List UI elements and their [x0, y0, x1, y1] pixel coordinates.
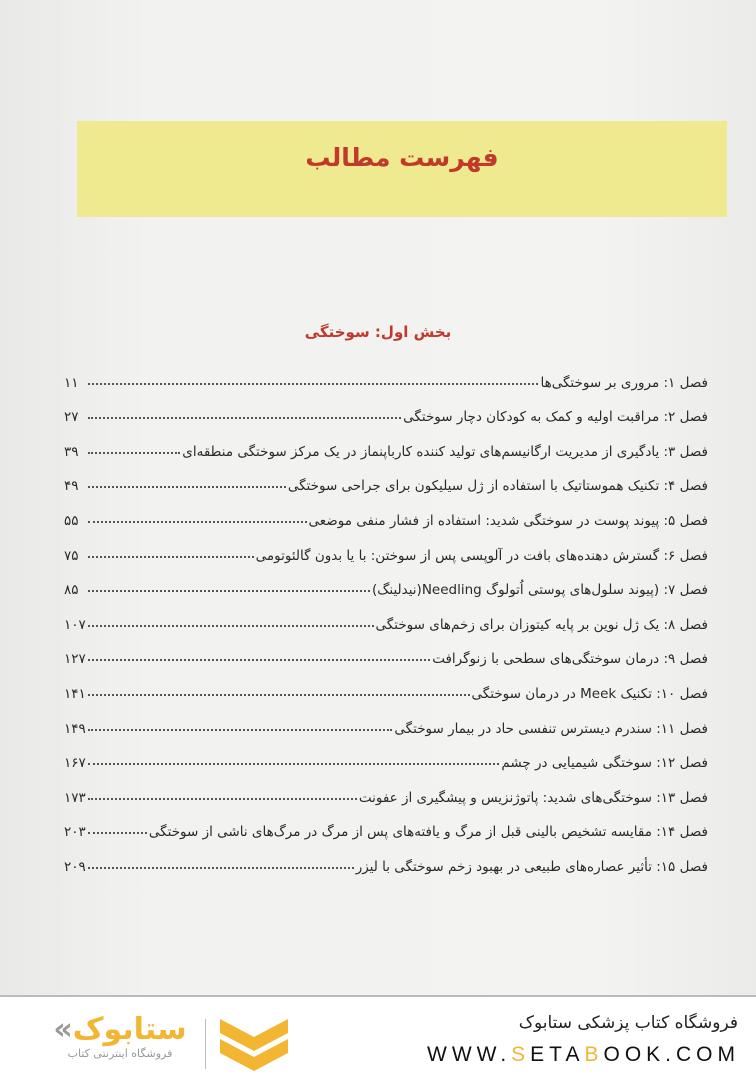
toc-entry-title: فصل ۱۰: تکنیک Meek در درمان سوختگی — [471, 685, 708, 702]
toc-entry-page: ۵۵ — [64, 512, 79, 529]
toc-entry-title: فصل ۱۲: سوختگی شیمیایی در چشم — [501, 755, 708, 772]
toc-entry-title: فصل ۸: یک ژل نوین بر پایه کیتوزان برای زخم‌های سوختگی — [375, 616, 708, 633]
toc-entry — [64, 598, 708, 633]
dot-leader — [88, 521, 307, 523]
toc-entry-title: فصل ۱۴: مقایسه تشخیص بالینی قبل از مرگ و یافته‌های پس از مرگ در مرگ‌های ناشی از سوختگی — [148, 824, 708, 841]
toc-entry-title: فصل ۱۱: سندرم دیسترس تنفسی حاد در بیمار سوختگی — [394, 720, 708, 737]
toc-entry-page: ۱۶۷ — [64, 755, 86, 772]
toc-entry — [64, 425, 708, 460]
dot-leader — [88, 867, 354, 869]
dot-leader — [88, 556, 254, 558]
toc-entry — [64, 391, 708, 426]
dot-leader — [88, 832, 147, 834]
dot-leader — [88, 659, 430, 661]
dot-leader — [88, 694, 470, 696]
toc-entry-page: ۳۹ — [64, 443, 79, 460]
page-title: فهرست مطالب — [305, 143, 499, 172]
toc-entry — [64, 667, 708, 702]
dot-leader — [88, 625, 374, 627]
toc-entry-title: فصل ۱: مروری بر سوختگی‌ها — [540, 374, 708, 391]
dot-leader — [88, 486, 286, 488]
dot-leader — [88, 452, 180, 454]
toc-entry — [64, 806, 708, 841]
toc-entry-page: ۲۰۳ — [64, 824, 86, 841]
footer-banner — [0, 995, 756, 1082]
dot-leader — [88, 590, 370, 592]
toc-entry-page: ۴۹ — [64, 478, 79, 495]
toc-entry-page: ۱۴۱ — [64, 685, 86, 702]
toc-entry-title: فصل ۳: یادگیری از مدیریت ارگانیسم‌های تولید کننده کارباپنماز در یک مرکز سوختگی منطقه‌ای — [182, 443, 708, 460]
toc-entry-page: ۸۵ — [64, 582, 79, 599]
logo-divider — [205, 1019, 206, 1069]
toc-entry-title: فصل ۲: مراقبت اولیه و کمک به کودکان دچار سوختگی — [403, 409, 708, 426]
toc-entry — [64, 702, 708, 737]
toc-entry-page: ۲۷ — [64, 409, 79, 426]
toc-entry-page: ۱۰۷ — [64, 616, 86, 633]
toc-entry — [64, 840, 708, 875]
dot-leader — [88, 763, 499, 765]
toc-entry-title: فصل ۶: گسترش دهنده‌های بافت در آلوپسی پس از سوختن: با یا بدون گالئوتومی — [255, 547, 708, 564]
title-banner — [77, 121, 727, 217]
section-heading: بخش اول: سوختگی — [304, 323, 452, 341]
toc-entry-title: فصل ۵: پیوند پوست در سوختگی شدید: استفاده از فشار منفی موضعی — [308, 512, 708, 529]
dot-leader — [88, 729, 392, 731]
toc-entry-title: فصل ۷: (پیوند سلول‌های پوستی اُتولوگ Needling(نیدلینگ) — [372, 582, 708, 599]
toc-entry-page: ۱۲۷ — [64, 651, 86, 668]
toc-entry-title: فصل ۴: تکنیک هموستاتیک با استفاده از ژل سیلیکون برای جراحی سوختگی — [287, 478, 708, 495]
dot-leader — [88, 417, 401, 419]
toc-entry-page: ۷۵ — [64, 547, 79, 564]
toc-entry — [64, 494, 708, 529]
toc-entry — [64, 633, 708, 668]
toc-entry-page: ۲۰۹ — [64, 858, 86, 875]
toc-entry — [64, 564, 708, 599]
toc-entry — [64, 356, 708, 391]
brand-logo: «ستابوک فروشگاه اینترنتی کتاب — [53, 1012, 187, 1060]
toc-entry — [64, 460, 708, 495]
toc-entry — [64, 737, 708, 772]
dot-leader — [88, 383, 538, 385]
dot-leader — [88, 798, 357, 800]
toc-entry-title: فصل ۱۵: تأثیر عصاره‌های طبیعی در بهبود زخم سوختگی با لیزر — [355, 858, 708, 875]
table-of-contents — [64, 356, 708, 875]
store-url[interactable]: WWW.SETABOOK.COM — [427, 1043, 740, 1066]
store-name: فروشگاه کتاب پزشکی ستابوک — [518, 1013, 738, 1033]
toc-entry — [64, 529, 708, 564]
toc-entry-title: فصل ۱۳: سوختگی‌های شدید: پاتوژنزیس و پیشگیری از عفونت — [358, 789, 708, 806]
toc-entry-page: ۱۷۳ — [64, 789, 86, 806]
toc-entry-page: ۱۴۹ — [64, 720, 86, 737]
toc-entry — [64, 771, 708, 806]
toc-entry-title: فصل ۹: درمان سوختگی‌های سطحی با زنوگرافت — [432, 651, 708, 668]
chevron-logo-icon — [220, 1019, 288, 1074]
toc-entry-page: ۱۱ — [64, 374, 79, 391]
